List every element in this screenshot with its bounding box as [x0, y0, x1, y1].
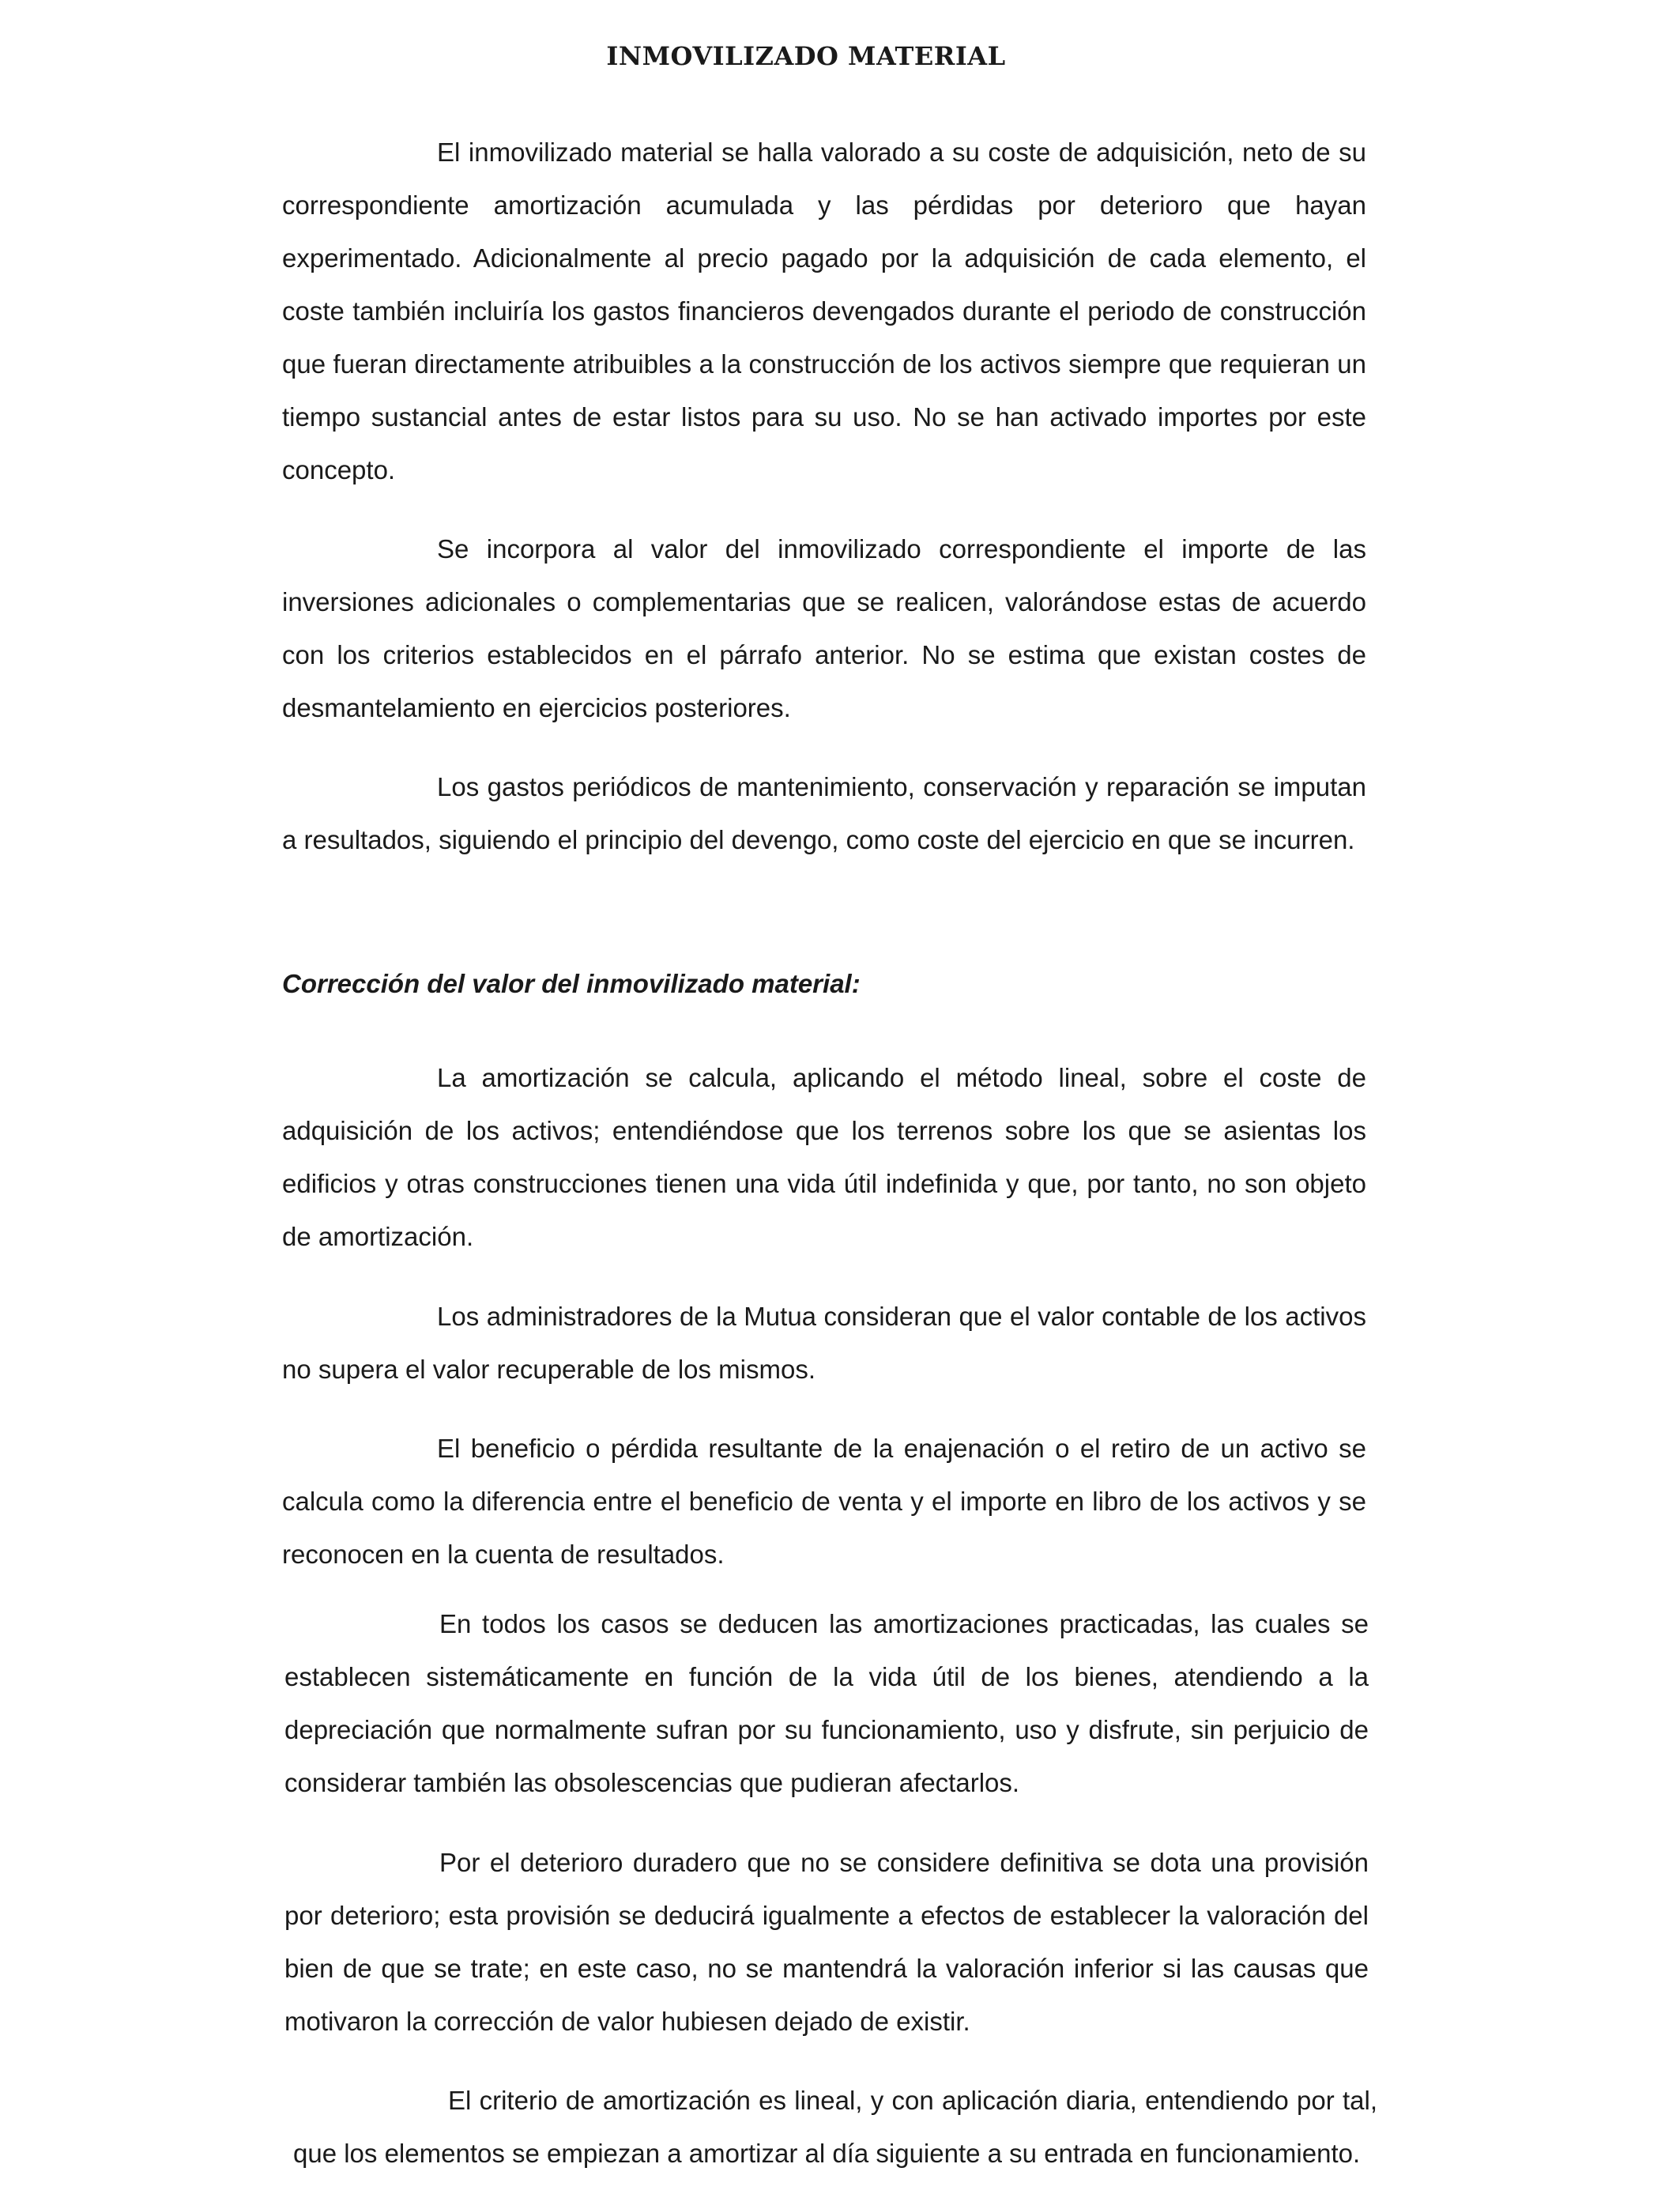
- paragraph-additional-investments: Se incorpora al valor del inmovilizado correspondiente el importe de las inversiones adicionales o complementarias que se realicen, valorándose estas de acuerdo con los criterios establecidos en el párrafo anterior. No se estima que existan costes de desmantelamiento en ejercicios posteriores.: [282, 534, 1366, 722]
- paragraph-depreciation-method: La amortización se calcula, aplicando el método lineal, sobre el coste de adquisición de los activos; entendiéndose que los terrenos sobre los que se asientas los edificios y otras construcciones tienen una vida útil indefinida y que, por tanto, no son objeto de amortización.: [282, 1063, 1366, 1251]
- paragraph-disposal-result: El beneficio o pérdida resultante de la enajenación o el retiro de un activo se calcula como la diferencia entre el beneficio de venta y el importe en libro de los activos y se reconocen en la cuenta de resultados.: [282, 1434, 1366, 1569]
- paragraph-maintenance-costs: Los gastos periódicos de mantenimiento, conservación y reparación se imputan a resultados, siguiendo el principio del devengo, como coste del ejercicio en que se incurren.: [282, 772, 1366, 854]
- page-title: INMOVILIZADO MATERIAL: [606, 41, 1006, 71]
- paragraph-impairment-provision: Por el deterioro duradero que no se considere definitiva se dota una provisión por deterioro; esta provisión se deducirá igualmente a efectos de establecer la valoración del bien de que se trate; en este caso, no se mantendrá la valoración inferior si las causas que motivaron la corrección de valor hubiesen dejado de existir.: [284, 1848, 1369, 2036]
- paragraph-amortization-criterion: El criterio de amortización es lineal, y con aplicación diaria, entendiendo por tal, que los elementos se empiezan a amortizar al día siguiente a su entrada en funcionamiento.: [293, 2086, 1377, 2168]
- section-subheading: Corrección del valor del inmovilizado material:: [282, 969, 861, 998]
- paragraph-amortizations-deducted: En todos los casos se deducen las amortizaciones practicadas, las cuales se establecen sistemáticamente en función de la vida útil de los bienes, atendiendo a la depreciación que normalmente sufran por su funcionamiento, uso y disfrute, sin perjuicio de considerar también las obsolescencias que pudieran afectarlos.: [284, 1609, 1369, 1797]
- paragraph-recoverable-value: Los administradores de la Mutua consideran que el valor contable de los activos no supera el valor recuperable de los mismos.: [282, 1302, 1366, 1384]
- paragraph-valuation: El inmovilizado material se halla valorado a su coste de adquisición, neto de su correspondiente amortización acumulada y las pérdidas por deterioro que hayan experimentado. Adicionalmente al precio pagado por la adquisición de cada elemento, el coste también incluiría los gastos financieros devengados durante el periodo de construcción que fueran directamente atribuibles a la construcción de los activos siempre que requieran un tiempo sustancial antes de estar listos para su uso. No se han activado importes por este concepto.: [282, 138, 1366, 484]
